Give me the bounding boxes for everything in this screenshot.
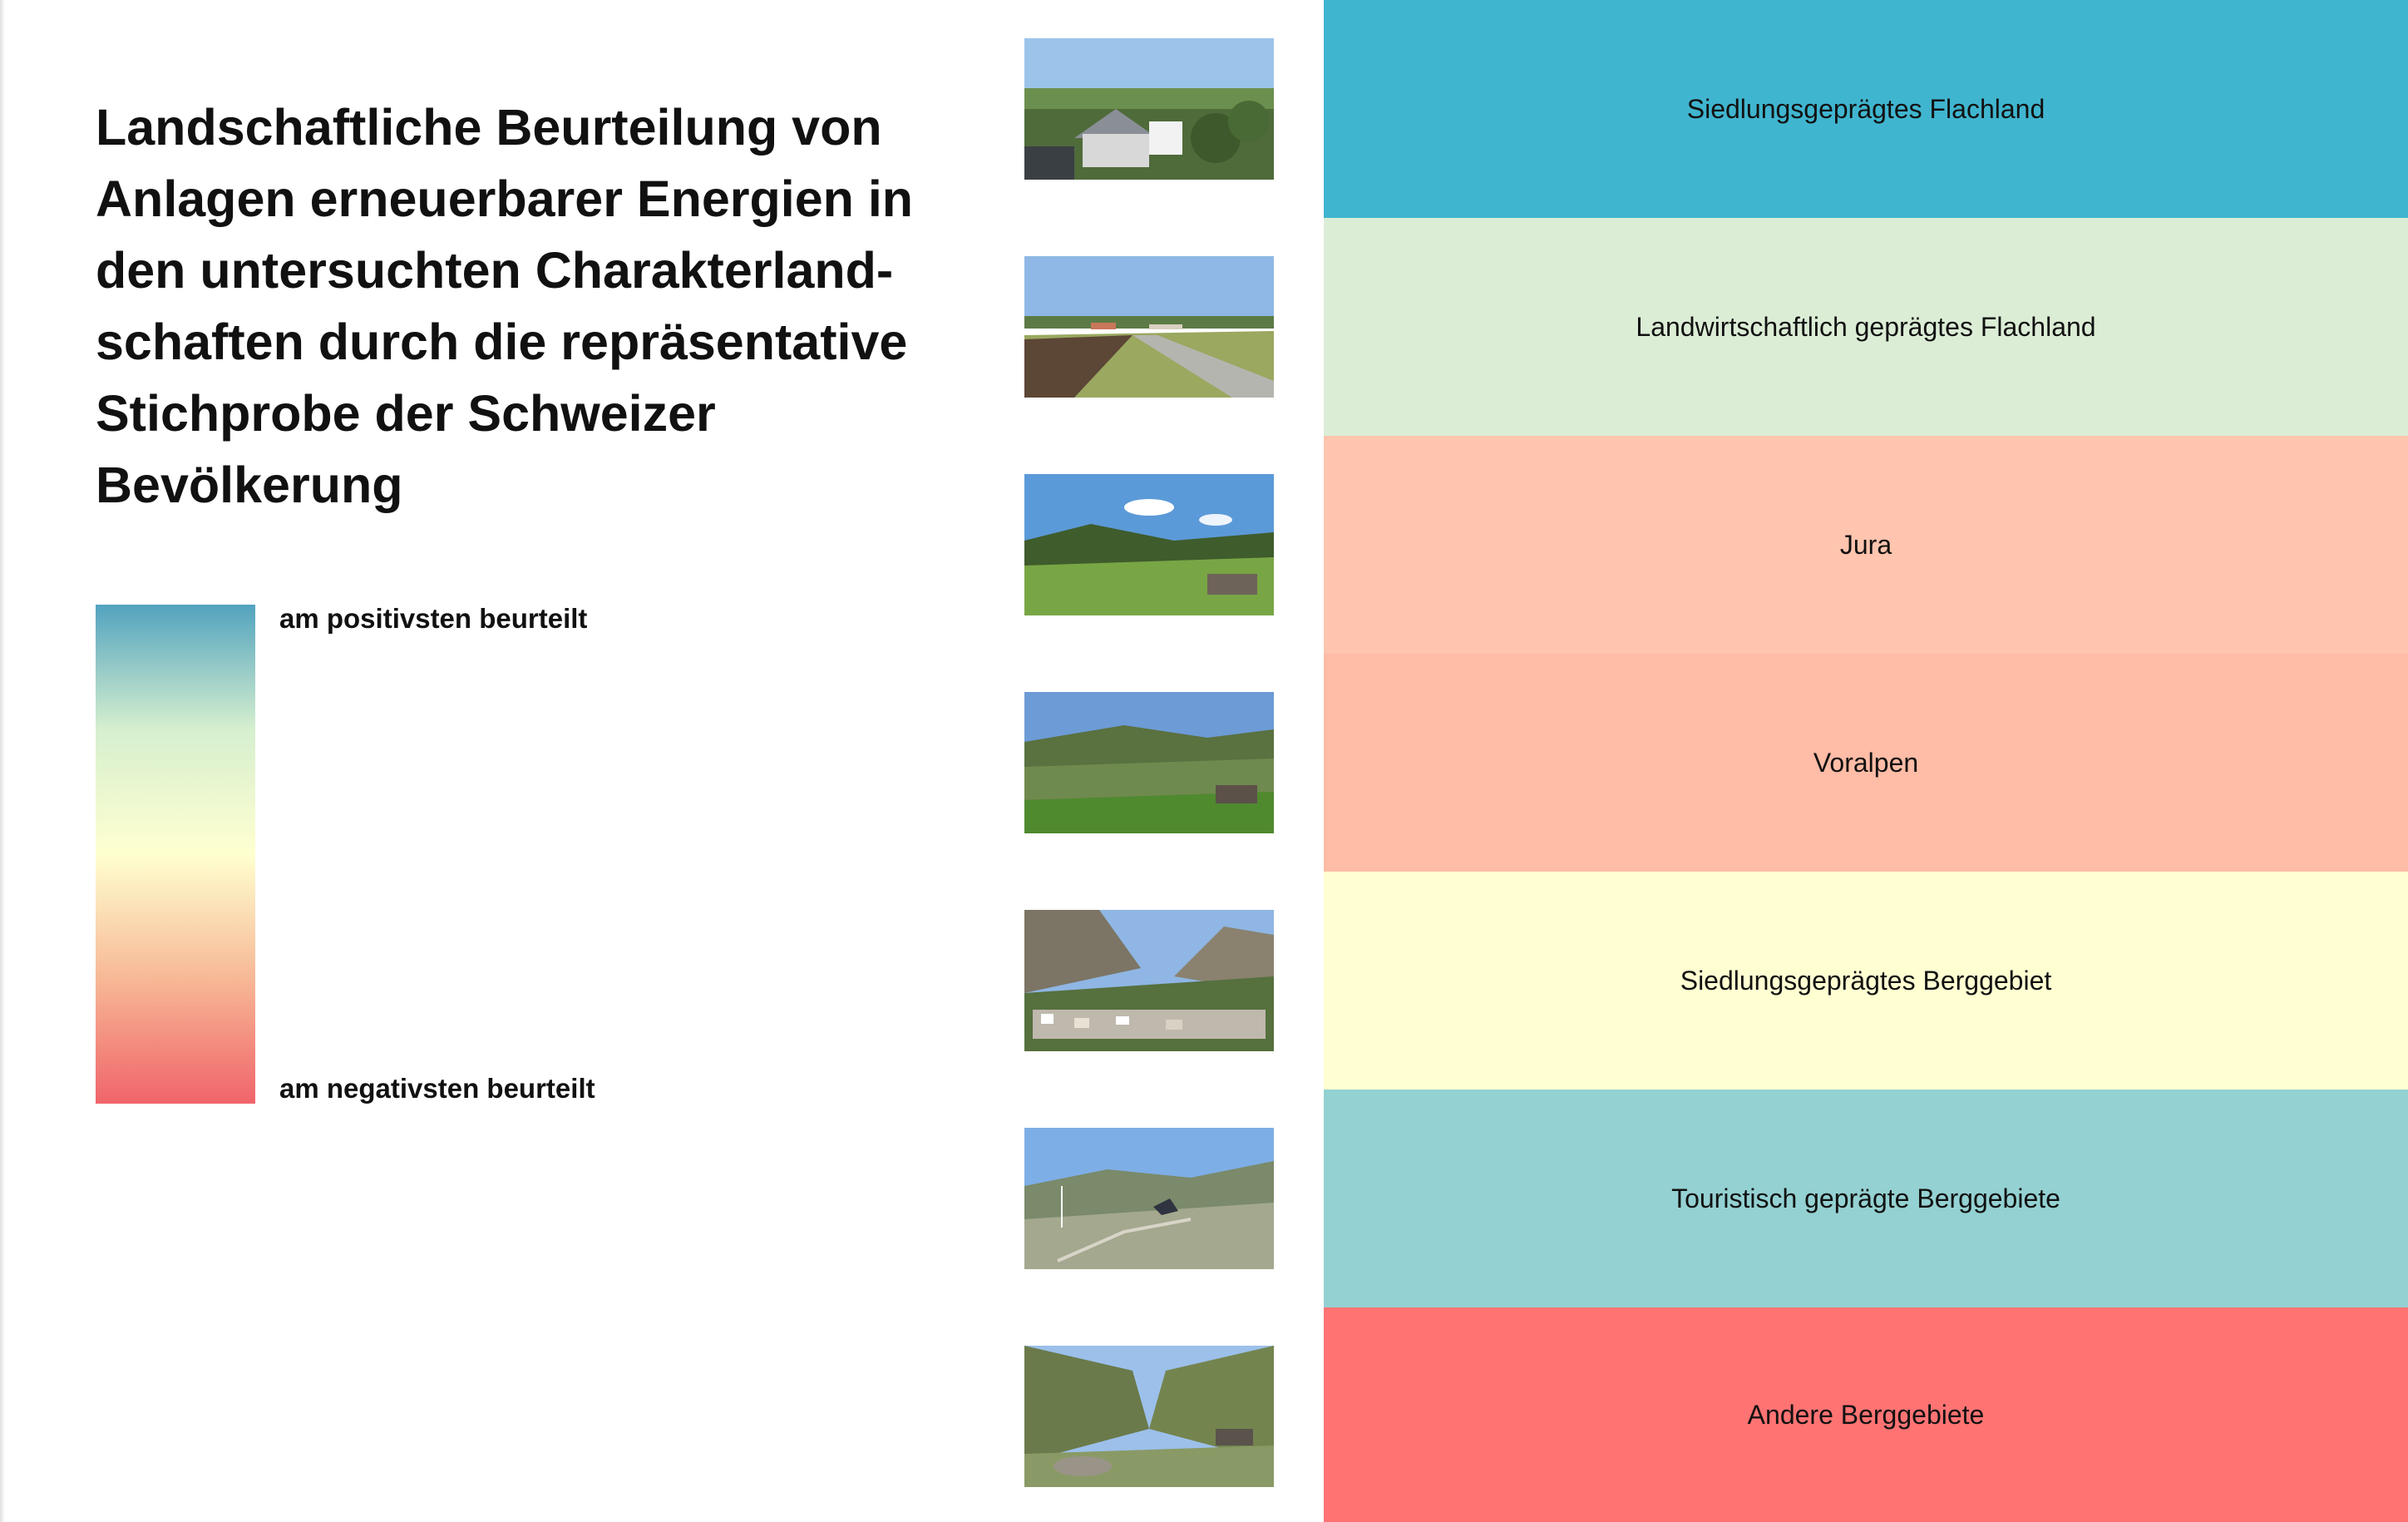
prealps-photo [1024, 692, 1274, 833]
legend-top-label: am positivsten beurteilt [279, 603, 588, 634]
landscape-band [1324, 872, 2408, 1090]
landscape-band-label: Voralpen [1813, 747, 1919, 778]
landscape-band-label: Touristisch geprägte Berggebiete [1671, 1183, 2060, 1213]
legend-color-scale [96, 605, 255, 1104]
settlement-flatland-photo [1024, 38, 1274, 180]
landscape-band-label: Landwirtschaftlich geprägtes Flachland [1636, 311, 2096, 342]
landscape-band [1324, 1090, 2408, 1307]
mountain-settlement-photo [1024, 910, 1274, 1051]
tourist-mountain-photo [1024, 1128, 1274, 1269]
other-mountain-photo [1024, 1346, 1274, 1487]
landscape-band-label: Siedlungsgeprägtes Berggebiet [1680, 965, 2052, 996]
landscape-band [1324, 0, 2408, 218]
legend-bottom-label: am negativsten beurteilt [279, 1073, 595, 1104]
landscape-band [1324, 654, 2408, 872]
agricultural-flatland-photo [1024, 256, 1274, 398]
jura-photo [1024, 474, 1274, 615]
landscape-band [1324, 1307, 2408, 1522]
landscape-band-label: Andere Berggebiete [1747, 1399, 1985, 1430]
landscape-band-label: Jura [1839, 529, 1892, 560]
page-edge-shadow [0, 0, 5, 1522]
landscape-band [1324, 218, 2408, 436]
page-title: Landschaftliche Beurteilung von Anlagen erneuerbarer Energien in den untersuchten Charakterland-schaften durch die repräsentative Stichprobe der Schweizer Bevölkerung [96, 99, 914, 513]
landscape-band-label: Siedlungsgeprägtes Flachland [1686, 93, 2045, 124]
landscape-band [1324, 436, 2408, 654]
